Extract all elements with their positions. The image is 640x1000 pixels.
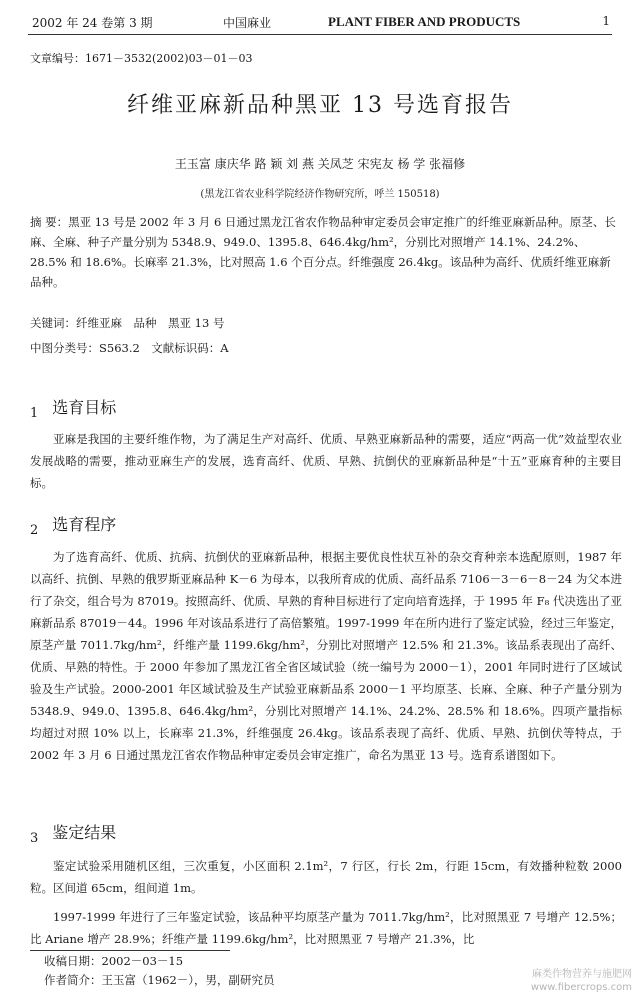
section-3-body-b <box>30 906 622 950</box>
section-heading-2 <box>30 512 117 538</box>
abstract-text: 摘 要：黑亚 13 号是 2002 年 3 月 6 日通过黑龙江省农作物品种审定委员会审定推广的纤维亚麻新品种。原茎、长麻、全麻、种子产量分别为 5348.9、949.0、1395.8、646.4kg/hm²，分别比对照增产 14.1%、24.2%、28.5% 和 18.6%。长麻率 21.3%，比对照高 1.6 个百分点。纤维强度 26.4kg。该品种为高纤、优质纤维亚麻新品种。 <box>30 215 616 289</box>
section-title: 选育程序 <box>52 515 117 534</box>
footnote-divider <box>30 950 230 951</box>
article-number: 文章编号：1671－3532(2002)03－01－03 <box>30 52 253 65</box>
section-number: 1 <box>30 406 39 421</box>
header-page-number: 1 <box>602 14 610 28</box>
header-issue: 2002 年 24 卷第 3 期 <box>32 16 153 30</box>
keywords: 关键词：纤维亚麻 品种 黑亚 13 号 <box>30 316 225 330</box>
section-title: 鉴定结果 <box>52 823 117 842</box>
received-date: 收稿日期：2002－03－15 <box>44 954 184 968</box>
section-number: 2 <box>30 523 39 538</box>
abstract <box>30 212 620 292</box>
header-journal-cn: 中国麻业 <box>223 16 272 30</box>
section-1-body <box>30 428 622 494</box>
watermark-line-cn: 麻类作物营养与施肥网 <box>532 969 632 980</box>
section-heading-3 <box>30 820 117 846</box>
affiliation: (黑龙江省农业科学院经济作物研究所，呼兰 150518) <box>200 189 440 200</box>
section-3-body-a <box>30 855 622 899</box>
author-bio: 作者简介：王玉富（1962－），男，副研究员 <box>44 973 275 987</box>
section-2-body <box>30 546 622 766</box>
watermark-line-url: www.fibercrops.com <box>530 982 632 993</box>
paper-title: 纤维亚麻新品种黑亚 13 号选育报告 <box>127 93 513 118</box>
paragraph: 1997-1999 年进行了三年鉴定试验，该品种平均原茎产量为 7011.7kg/hm²，比对照黑亚 7 号增产 12.5%；比 Ariane 增产 28.9%；纤维产量 1199.6kg/hm²，比对照黑亚 7 号增产 21.3%，比 <box>30 910 622 946</box>
paragraph: 鉴定试验采用随机区组，三次重复，小区面积 2.1m²，7 行区，行长 2m，行距 15cm，有效播种粒数 2000 粒。区间道 65cm，组间道 1m。 <box>30 859 622 895</box>
author-list: 王玉富 康庆华 路 颖 刘 燕 关凤芝 宋宪友 杨 学 张福修 <box>174 157 466 171</box>
section-heading-1 <box>30 395 117 421</box>
running-header <box>28 10 612 35</box>
section-title: 选育目标 <box>52 398 117 417</box>
site-watermark <box>531 968 632 994</box>
paragraph: 亚麻是我国的主要纤维作物，为了满足生产对高纤、优质、早熟亚麻新品种的需要，适应“两高一优”效益型农业发展战略的需要，推动亚麻生产的发展，选育高纤、优质、早熟、抗倒伏的亚麻新品种是“十五”亚麻育种的主要目标。 <box>30 432 622 490</box>
paragraph: 为了选育高纤、优质、抗病、抗倒伏的亚麻新品种，根据主要优良性状互补的杂交育种亲本选配原则，1987 年以高纤、抗倒、早熟的俄罗斯亚麻品种 K－6 为母本，以我所育成的优质、高纤品系 7106－3－6－8－24 为父本进行了杂交，组合号为 87019。按照高纤、优质、早熟的育种目标进行了定向培育选择，于 1995 年 F₈ 代决选出了亚麻新品系 87019－44。1996 年对该品系进行了高倍繁殖。1997-1999 年在所内进行了鉴定试验，经过三年鉴定，原茎产量 7011.7kg/hm²，纤维产量 1199.6kg/hm²，分别比对照增产 12.5% 和 21.3%。该品系表现出了高纤、优质、早熟的特性。于 2000 年参加了黑龙江省全省区域试验（统一编号为 2000－1），2001 年同时进行了区域试验及生产试验。2000-2001 年区域试验及生产试验亚麻新品系 2000－1 平均原茎、长麻、全麻、种子产量分别为 5348.9、949.0、1395.8、646.4kg/hm²，分别比对照增产 14.1%、24.2%、28.5% 和 18.6%。四项产量指标均超过对照 10% 以上，长麻率 21.3%，纤维强度 26.4kg。该品系表现了高纤、优质、早熟、抗倒伏等特点，于 2002 年 3 月 6 日通过黑龙江省农作物品种审定委员会审定推广，命名为黑亚 13 号。选育系谱图如下。 <box>30 550 622 762</box>
section-number: 3 <box>30 831 39 846</box>
header-journal-en: PLANT FIBER AND PRODUCTS <box>328 14 521 29</box>
classification-line: 中图分类号：S563.2 文献标识码：A <box>30 341 229 355</box>
